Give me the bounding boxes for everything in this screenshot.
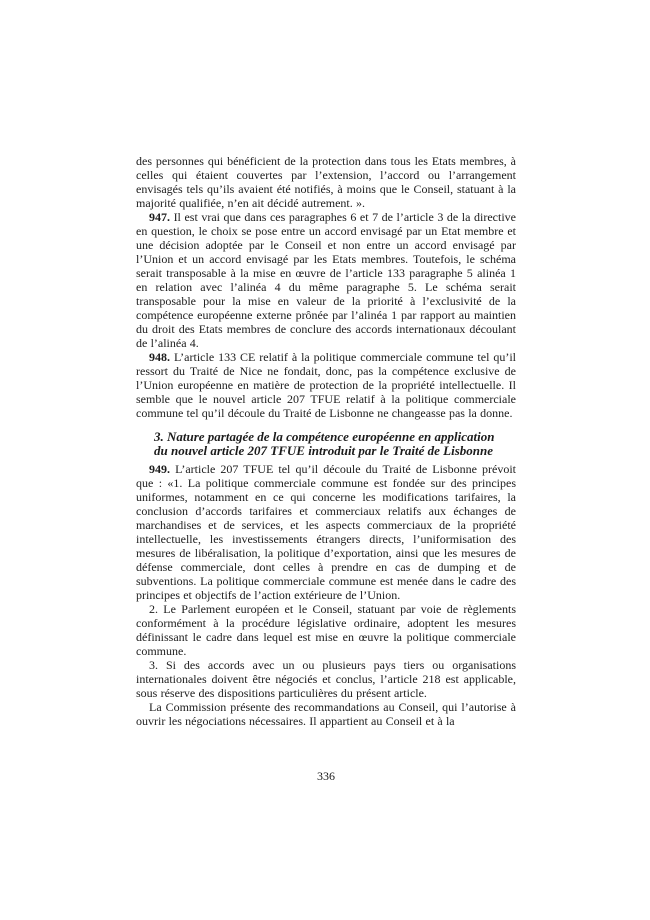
section-heading xyxy=(136,430,516,458)
page-number: 336 xyxy=(317,769,335,783)
paragraph-948 xyxy=(136,350,516,420)
section-heading-line2: du nouvel article 207 TFUE introduit par le Traité de Lisbonne xyxy=(154,443,493,458)
paragraph-number: 949. xyxy=(149,462,170,476)
paragraph-continuation xyxy=(136,154,516,210)
paragraph-number: 947. xyxy=(149,210,170,224)
paragraph-number: 948. xyxy=(149,350,170,364)
paragraph-text: 3. Si des accords avec un ou plusieurs pays tiers ou organisations internationales doivent être négociés et conclus, l’article 218 est applicable, sous réserve des dispositions particulières du présent article. xyxy=(136,658,516,700)
paragraph-947 xyxy=(136,210,516,350)
paragraph-commission xyxy=(136,700,516,728)
paragraph-text: des personnes qui bénéficient de la protection dans tous les Etats membres, à celles qui étaient couvertes par l’extension, l’accord ou l’arrangement envisagés tels qu’ils avaient été notifiés, à moins que le Conseil, statuant à la majorité qualifiée, n’en ait décidé autrement. ». xyxy=(136,154,516,210)
paragraph-text: 2. Le Parlement européen et le Conseil, statuant par voie de règlements conformément à la procédure législative ordinaire, adoptent les mesures définissant le cadre dans lequel est mise en œuvre la politique commerciale commune. xyxy=(136,602,516,658)
paragraph-949 xyxy=(136,462,516,602)
paragraph-text: La Commission présente des recommandations au Conseil, qui l’autorise à ouvrir les négociations nécessaires. Il appartient au Conseil et à la xyxy=(136,700,516,728)
paragraph-text: L’article 207 TFUE tel qu’il découle du Traité de Lisbonne prévoit que : «1. La politique commerciale commune est fondée sur des principes uniformes, notamment en ce qui concerne les modifications tarifaires, la conclusion d’accords tarifaires et commerciaux relatifs aux échanges de marchandises et de services, et les aspects commerciaux de la propriété intellectuelle, les investissements étrangers directs, l’uniformisation des mesures de libéralisation, la politique d’exportation, ainsi que les mesures de défense commerciale, dont celles à prendre en cas de dumping et de subventions. La politique commerciale commune est menée dans le cadre des principes et objectifs de l’action extérieure de l’Union. xyxy=(136,462,516,602)
paragraph-article-3 xyxy=(136,658,516,700)
paragraph-text: L’article 133 CE relatif à la politique commerciale commune tel qu’il ressort du Traité de Nice ne fondait, donc, pas la compétence exclusive de l’Union européenne en matière de protection de la propriété intellectuelle. Il semble que le nouvel article 207 TFUE relatif à la politique commerciale commune tel qu’il découle du Traité de Lisbonne ne changeasse pas la donne. xyxy=(136,350,516,420)
text-block xyxy=(136,154,516,728)
paragraph-text: Il est vrai que dans ces paragraphes 6 et 7 de l’article 3 de la directive en question, le choix se pose entre un accord envisagé par un Etat membre et une décision adoptée par le Conseil et non entre un accord envisagé par l’Union et un accord envisagé par les Etats membres. Toutefois, le schéma serait transposable à la mise en œuvre de l’article 133 paragraphe 5 alinéa 1 en relation avec l’alinéa 4 du même paragraphe 5. Le schéma serait transposable pour la mise en valeur de la priorité à l’exclusivité de la compétence européenne externe prônée par l’alinéa 1 par rapport au maintien du droit des Etats membres de conclure des accords internationaux découlant de l’alinéa 4. xyxy=(136,210,516,350)
paragraph-article-2 xyxy=(136,602,516,658)
section-heading-line1: 3. Nature partagée de la compétence européenne en application xyxy=(154,429,495,444)
